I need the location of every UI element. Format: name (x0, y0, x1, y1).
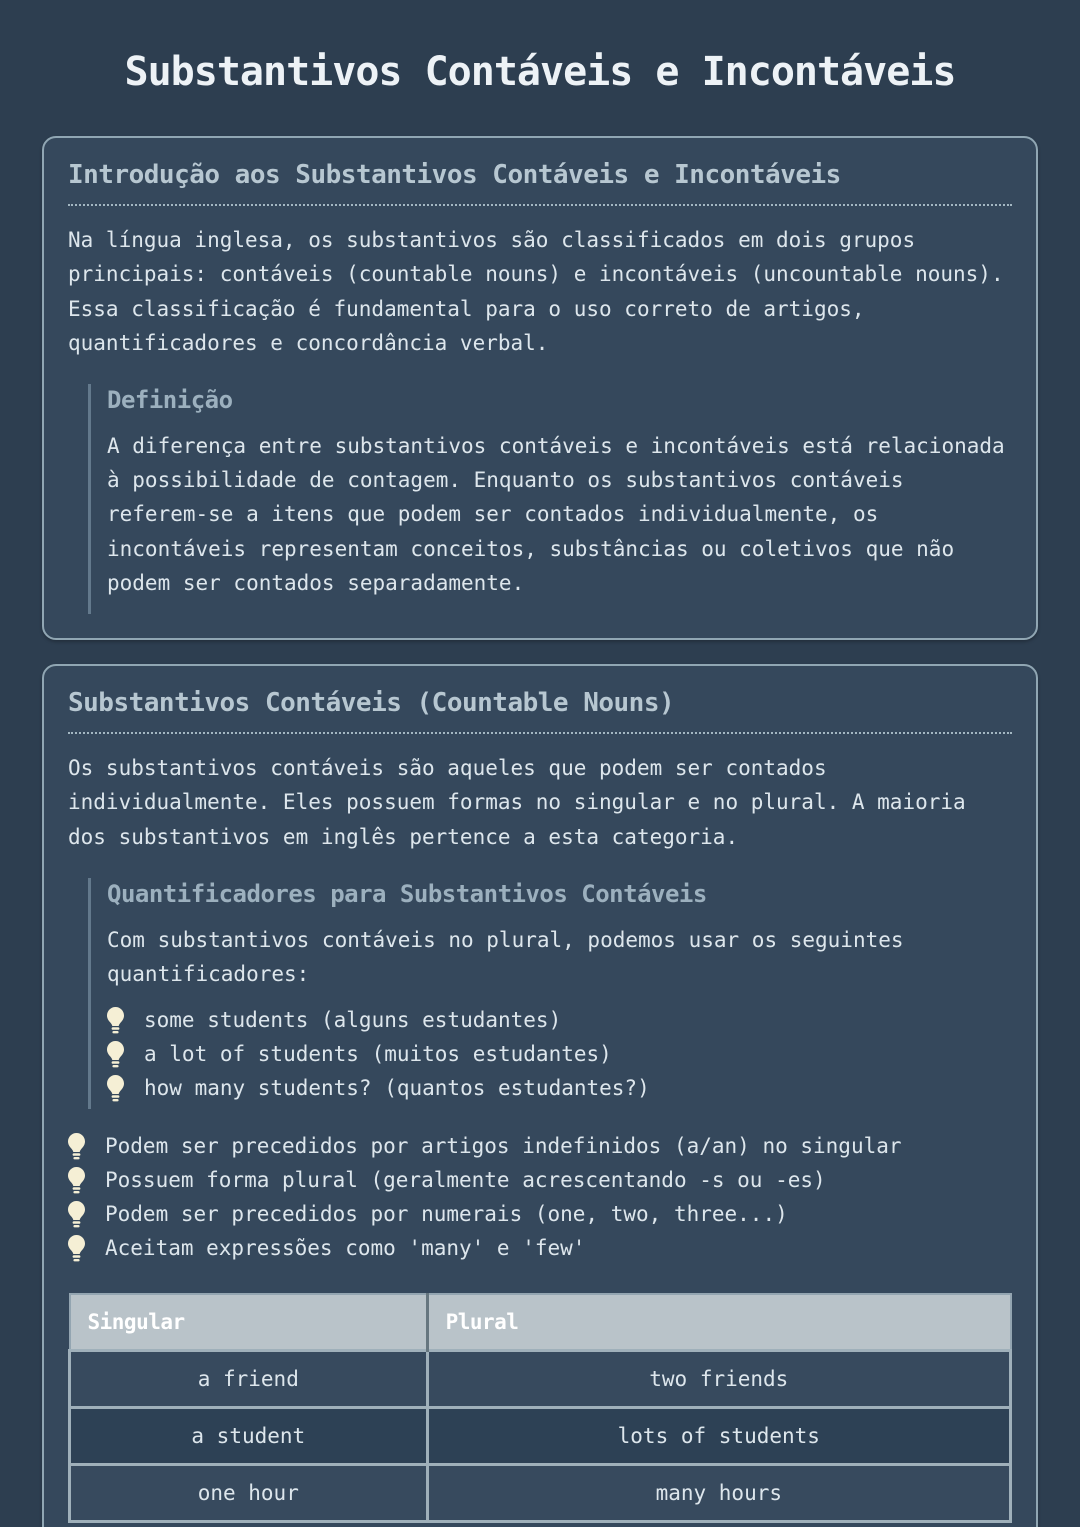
list-item-text: a lot of students (muitos estudantes) (144, 1042, 612, 1067)
table-row (70, 1351, 1011, 1408)
table-cell: many hours (427, 1465, 1010, 1522)
lightbulb-icon (68, 1167, 85, 1194)
table-header-row (70, 1294, 1011, 1351)
intro-paragraph: Na língua inglesa, os substantivos são classificados em dois grupos principais: contáveis (countable nouns) e incontáveis (uncountable nouns). Essa classificação é fundamental para o uso correto de artigos, quantificadores e concordância verbal. (68, 228, 1004, 355)
table-cell: a student (70, 1408, 428, 1465)
quantifiers-heading: Quantificadores para Substantivos Contáveis (107, 879, 707, 908)
table-cell: one hour (70, 1465, 428, 1522)
list-item (107, 1003, 1012, 1037)
countable-section-card (42, 664, 1038, 1527)
page-title: Substantivos Contáveis e Incontáveis (124, 49, 956, 95)
list-item-text: how many students? (quantos estudantes?) (144, 1076, 650, 1101)
definition-paragraph: A diferença entre substantivos contáveis e incontáveis está relacionada à possibilidade de contagem. Enquanto os substantivos contáveis referem-se a itens que podem ser contados individualmente, os incontáveis representam conceitos, substâncias ou coletivos que não podem ser contados separadamente. (107, 433, 1005, 595)
definition-subsection (88, 384, 1012, 614)
table-cell: a friend (70, 1351, 428, 1408)
list-item (107, 1037, 1012, 1071)
list-item-text: Podem ser precedidos por artigos indefinidos (a/an) no singular (105, 1134, 902, 1159)
intro-section-card (42, 136, 1038, 640)
list-item (68, 1129, 1012, 1163)
table-cell: lots of students (427, 1408, 1010, 1465)
list-item-text: Podem ser precedidos por numerais (one, two, three...) (105, 1202, 788, 1227)
table-row (70, 1408, 1011, 1465)
list-item-text: Possuem forma plural (geralmente acrescentando -s ou -es) (105, 1168, 826, 1193)
intro-section-heading: Introdução aos Substantivos Contáveis e Incontáveis (68, 160, 1012, 206)
definition-heading: Definição (107, 386, 233, 415)
table-header-cell-singular: Singular (70, 1294, 428, 1351)
list-item-text: Aceitam expressões como 'many' e 'few' (105, 1236, 586, 1261)
lightbulb-icon (68, 1133, 85, 1160)
table-row (70, 1465, 1011, 1522)
table-cell: two friends (427, 1351, 1010, 1408)
lightbulb-icon (107, 1041, 124, 1068)
lightbulb-icon (107, 1007, 124, 1034)
list-item-text: some students (alguns estudantes) (144, 1008, 562, 1033)
list-item (68, 1231, 1012, 1265)
list-item (68, 1163, 1012, 1197)
lightbulb-icon (68, 1235, 85, 1262)
lightbulb-icon (68, 1201, 85, 1228)
list-item (107, 1071, 1012, 1105)
countable-properties-list (68, 1129, 1012, 1265)
lightbulb-icon (107, 1075, 124, 1102)
table-header-cell-plural: Plural (427, 1294, 1010, 1351)
countable-section-heading: Substantivos Contáveis (Countable Nouns) (68, 688, 1012, 734)
quantifiers-paragraph: Com substantivos contáveis no plural, podemos usar os seguintes quantificadores: (107, 927, 904, 986)
quantifier-examples-list (107, 1003, 1012, 1105)
countable-paragraph: Os substantivos contáveis são aqueles que podem ser contados individualmente. Eles possuem formas no singular e no plural. A maioria dos substantivos em inglês pertence a esta categoria. (68, 756, 966, 849)
list-item (68, 1197, 1012, 1231)
singular-plural-table (68, 1293, 1012, 1523)
quantifiers-subsection (88, 878, 1012, 1109)
